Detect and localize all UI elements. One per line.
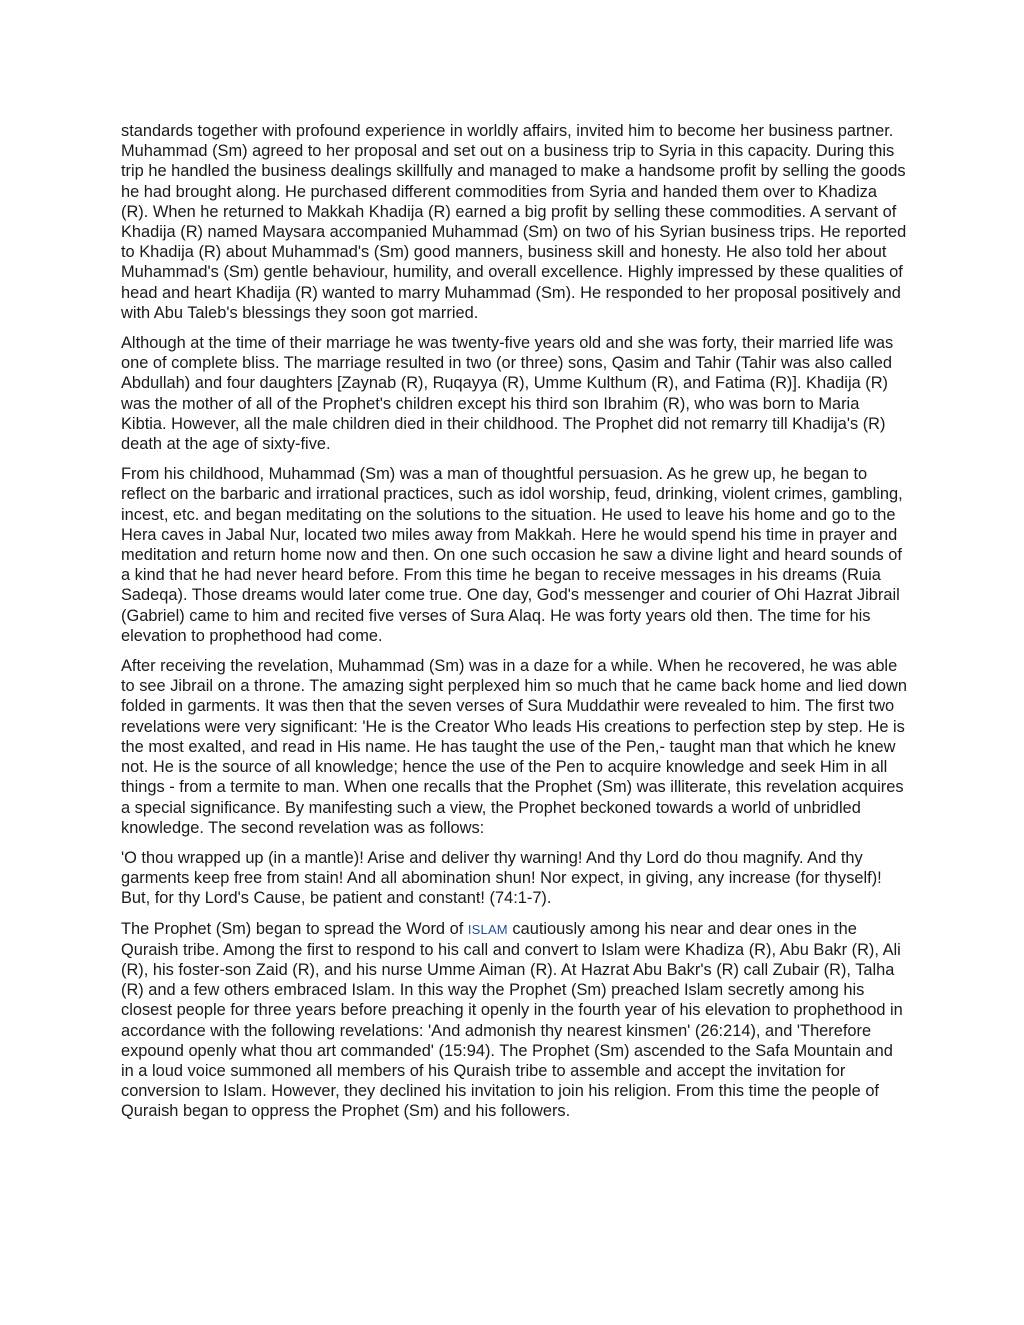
paragraph-quote-muddathir: 'O thou wrapped up (in a mantle)! Arise and deliver thy warning! And thy Lord do thou magnify. And thy garments keep free from stain! And all abomination shun! Nor expect, in giving, any increase (for thyself)! But, for thy Lord's Cause, be patient and constant! (74:1-7).	[121, 848, 882, 908]
paragraph-text-before-link: The Prophet (Sm) began to spread the Word of	[121, 919, 468, 938]
islam-link[interactable]: ISLAM	[467, 921, 508, 937]
paragraph-revelation: After receiving the revelation, Muhammad (Sm) was in a daze for a while. When he recovered, he was able to see Jibrail on a throne. The amazing sight perplexed him so much that he came back home and lied down folded in garments. It was then that the seven verses of Sura Muddathir were revealed to him. The first two revelations were very significant: 'He is the Creator Who leads His creations to perfection step by step. He is the most exalted, and read in His name. He has taught the use of the Pen,- taught man that which he knew not. He is the source of all knowledge; hence the use of the Pen to acquire knowledge and seek Him in all things - from a termite to man. When one recalls that the Prophet (Sm) was illiterate, this revelation acquires a special significance. By manifesting such a view, the Prophet beckoned towards a world of unbridled knowledge. The second revelation was as follows:	[121, 657, 907, 837]
paragraph-business-partnership: standards together with profound experience in worldly affairs, invited him to become her business partner. Muhammad (Sm) agreed to her proposal and set out on a business trip to Syria in this capacity. During this trip he handled the business dealings skillfully and managed to make a handsome profit by selling the goods he had brought along. He purchased different commodities from Syria and handed them over to Khadiza (R). When he returned to Makkah Khadija (R) earned a big profit by selling these commodities. A servant of Khadija (R) named Maysara accompanied Muhammad (Sm) on two of his Syrian business trips. He reported to Khadija (R) about Muhammad's (Sm) good manners, business skill and honesty. He also told her about Muhammad's (Sm) gentle behaviour, humility, and overall excellence. Highly impressed by these qualities of head and heart Khadija (R) wanted to marry Muhammad (Sm). He responded to her proposal positively and with Abu Taleb's blessings they soon got married.	[121, 122, 907, 322]
paragraph-text-after-link: cautiously among his near and dear ones in the Quraish tribe. Among the first to respond to his call and convert to Islam were Khadiza (R), Abu Bakr (R), Ali (R), his foster-son Zaid (R), and his nurse Umme Aiman (R). At Hazrat Abu Bakr's (R) call Zubair (R), Talha (R) and a few others embraced Islam. In this way the Prophet (Sm) preached Islam secretly among his closest people for three years before preaching it openly in the fourth year of his elevation to prophethood in accordance with the following revelations: 'And admonish thy nearest kinsmen' (26:214), and 'Therefore expound openly what thou art commanded' (15:94). The Prophet (Sm) ascended to the Safa Mountain and in a loud voice summoned all members of his Quraish tribe to assemble and accept the invitation for conversion to Islam. However, they declined his invitation to join his religion. From this time the people of Quraish began to oppress the Prophet (Sm) and his followers.	[121, 919, 903, 1121]
paragraph-meditation: From his childhood, Muhammad (Sm) was a man of thoughtful persuasion. As he grew up, he began to reflect on the barbaric and irrational practices, such as idol worship, feud, drinking, violent crimes, gambling, incest, etc. and began meditating on the solutions to the situation. He used to leave his home and go to the Hera caves in Jabal Nur, located two miles away from Makkah. Here he would spend his time in prayer and meditation and return home now and then. On one such occasion he saw a divine light and heard sounds of a kind that he had never heard before. From this time he began to receive messages in his dreams (Ruia Sadeqa). Those dreams would later come true. One day, God's messenger and courier of Ohi Hazrat Jibrail (Gabriel) came to him and recited five verses of Sura Alaq. He was forty years old then. The time for his elevation to prophethood had come.	[121, 465, 903, 645]
paragraph-spreading-islam	[121, 919, 907, 1122]
paragraph-marriage: Although at the time of their marriage he was twenty-five years old and she was forty, their married life was one of complete bliss. The marriage resulted in two (or three) sons, Qasim and Tahir (Tahir was also called Abdullah) and four daughters [Zaynab (R), Ruqayya (R), Umme Kulthum (R), and Fatima (R)]. Khadija (R) was the mother of all of the Prophet's children except his third son Ibrahim (R), who was born to Maria Kibtia. However, all the male children died in their childhood. The Prophet did not remarry till Khadija's (R) death at the age of sixty-five.	[121, 334, 894, 454]
document-body	[121, 121, 907, 1132]
